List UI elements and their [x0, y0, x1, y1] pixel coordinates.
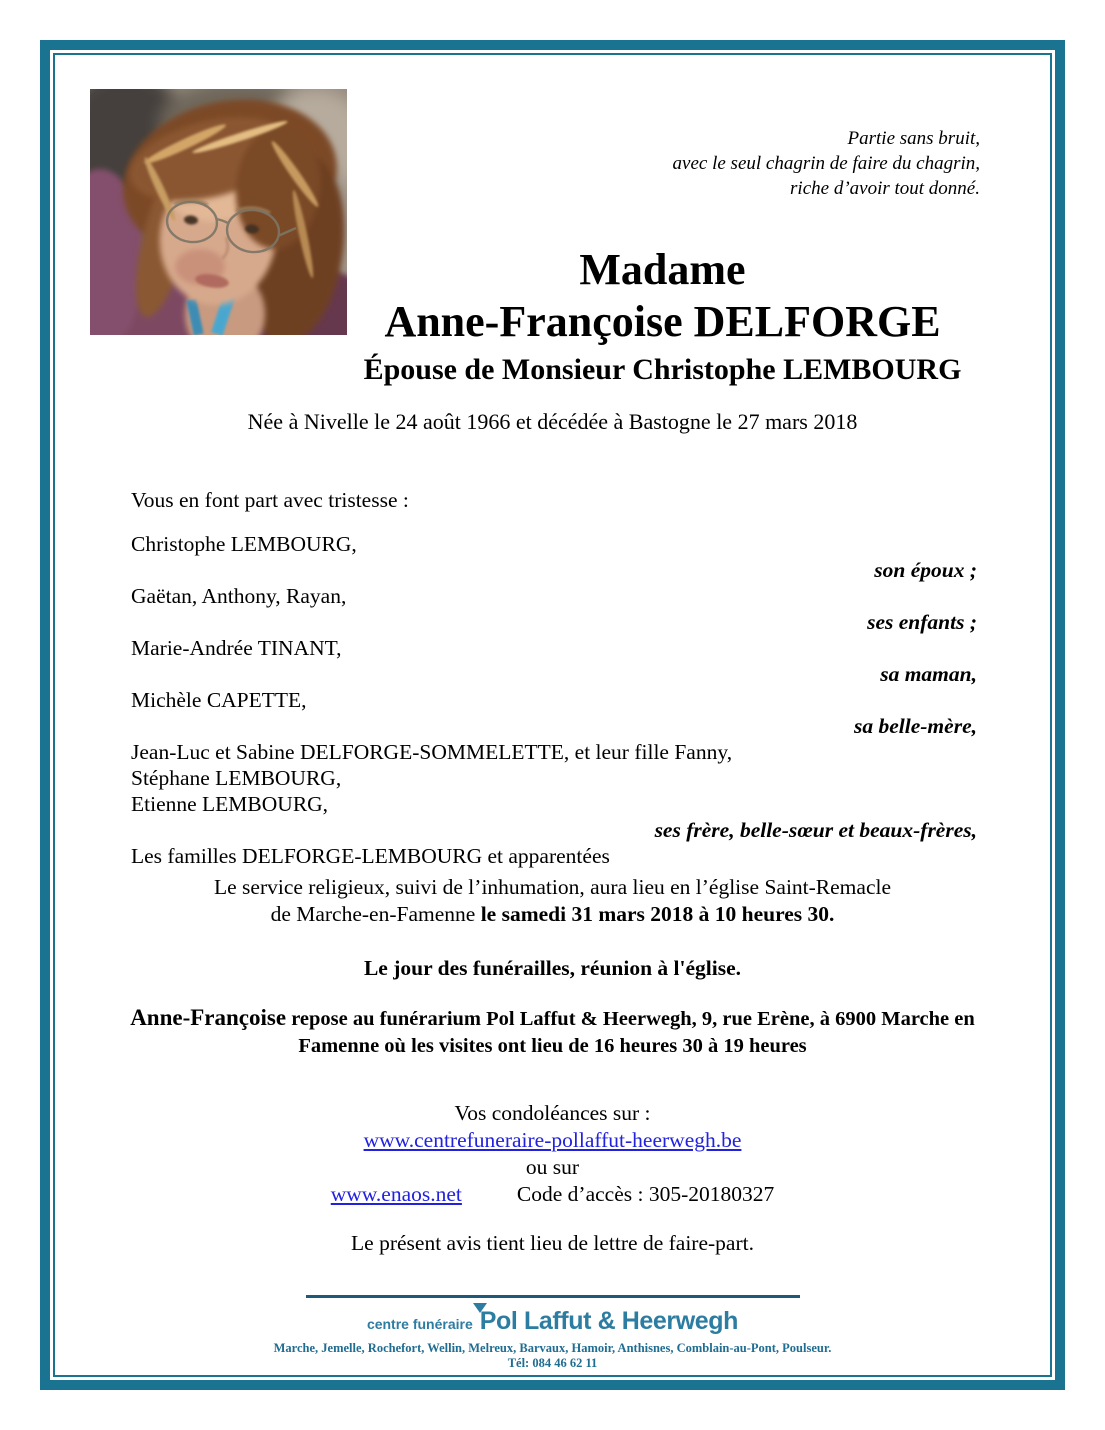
condolences-block [0, 1100, 1105, 1208]
name-line: Etienne LEMBOURG, [131, 792, 329, 816]
logo-brand-name: Pol Laffut & Heerwegh [479, 1307, 739, 1335]
epigraph [673, 126, 980, 201]
repose-line-1 [0, 1004, 1105, 1033]
title-madame: Madame [579, 245, 746, 294]
life-dates-line: Née à Nivelle le 24 août 1966 et décédée à Bastogne le 27 mars 2018 [247, 409, 858, 434]
funeral-day-line: Le jour des funérailles, réunion à l'église. [363, 956, 742, 980]
footer-rule [306, 1295, 800, 1298]
title-block [260, 244, 1065, 390]
epigraph-line: riche d’avoir tout donné. [790, 178, 980, 199]
service-line-2 [0, 901, 1105, 928]
relation-line: ses frère, belle-sœur et beaux-frères, [654, 818, 977, 842]
logo-phone: Tél: 084 46 62 11 [507, 1356, 598, 1370]
access-code: Code d’accès : 305-20180327 [516, 1182, 775, 1206]
announcement-block [131, 487, 977, 869]
repose-line-2: Famenne où les visites ont lieu de 16 heures 30 à 19 heures [298, 1035, 807, 1057]
relation-line: son époux ; [874, 558, 977, 582]
families-line: Les familles DELFORGE-LEMBOURG et apparentées [131, 844, 610, 868]
name-line: Marie-Andrée TINANT, [131, 636, 342, 660]
closing-line: Le présent avis tient lieu de lettre de faire-part. [351, 1231, 754, 1255]
logo-locations: Marche, Jemelle, Rochefort, Wellin, Melreux, Barvaux, Hamoir, Anthisnes, Comblain-au-Pont, Poulseur. [273, 1341, 832, 1355]
relation-line: ses enfants ; [867, 610, 977, 634]
relation-line: sa belle-mère, [854, 714, 977, 738]
name-line: Christophe LEMBOURG, [131, 532, 357, 556]
epigraph-line: avec le seul chagrin de faire du chagrin, [672, 153, 980, 174]
or-text: ou sur [525, 1155, 580, 1179]
enaos-row [0, 1181, 1105, 1208]
name-line: Gaëtan, Anthony, Rayan, [131, 584, 347, 608]
deceased-name: Anne-Françoise DELFORGE [384, 297, 941, 346]
condolences-url-main[interactable]: www.centrefuneraire-pollaffut-heerwegh.be [363, 1128, 742, 1152]
name-line: Stéphane LEMBOURG, [131, 766, 342, 790]
service-line-1: Le service religieux, suivi de l’inhumation, aura lieu en l’église Saint-Remacle [213, 875, 892, 899]
condolences-url-enaos[interactable]: www.enaos.net [330, 1182, 462, 1206]
repose-paragraph [0, 1004, 1105, 1060]
service-line-2-bold: le samedi 31 mars 2018 à 10 heures 30. [480, 902, 835, 926]
name-line: Jean-Luc et Sabine DELFORGE-SOMMELETTE, et leur fille Fanny, [131, 740, 733, 764]
condolences-heading: Vos condoléances sur : [454, 1101, 651, 1125]
announcement-intro: Vous en font part avec tristesse : [131, 488, 409, 512]
name-line: Michèle CAPETTE, [131, 688, 307, 712]
repose-name-bold: Anne-Françoise [130, 1005, 287, 1030]
relation-line: sa maman, [880, 662, 977, 686]
spouse-line: Épouse de Monsieur Christophe LEMBOURG [363, 353, 962, 386]
repose-line-1-rest: repose au funérarium Pol Laffut & Heerwegh, 9, rue Erène, à 6900 Marche en [286, 1008, 975, 1030]
logo-triangle-icon [473, 1303, 487, 1313]
service-line-2-regular: de Marche-en-Famenne [270, 902, 481, 926]
funeral-home-logo [0, 1307, 1105, 1336]
service-paragraph [0, 874, 1105, 928]
epigraph-line: Partie sans bruit, [847, 128, 980, 149]
logo-prefix: centre funéraire [366, 1316, 473, 1332]
